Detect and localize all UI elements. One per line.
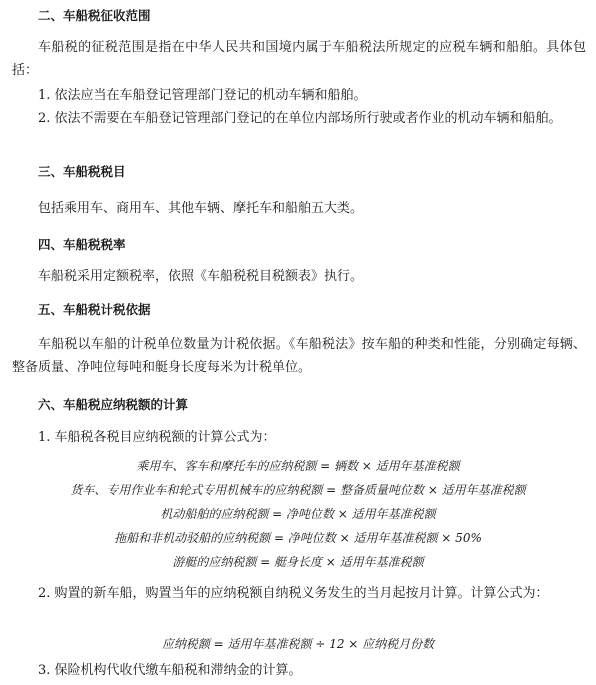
section-heading-basis: 五、车船税计税依据	[38, 302, 151, 317]
calculation-point-3: 3. 保险机构代收代缴车船税和滞纳金的计算。	[38, 663, 302, 678]
basis-paragraph: 车船税以车船的计税单位数量为计税依据。《车船税法》按车船的种类和性能，分别确定每辆、整备质量、净吨位每吨和艇身长度每米为计税单位。	[12, 337, 586, 375]
section-heading-rate: 四、车船税税率	[38, 237, 126, 252]
rate-paragraph: 车船税采用定额税率，依照《车船税税目税额表》执行。	[38, 269, 364, 284]
scope-item-1: 1. 依法应当在车船登记管理部门登记的机动车辆和船舶。	[38, 88, 367, 103]
formula-tugboat: 拖船和非机动驳船的应纳税额 = 净吨位数 × 适用年基准税额 × 50%	[114, 531, 482, 545]
formula-block	[0, 454, 596, 574]
section-heading-scope: 二、车船税征收范围	[38, 8, 151, 23]
calculation-point-2: 2. 购置的新车船，购置当年的应纳税额自纳税义务发生的当月起按月计算。计算公式为：	[38, 586, 549, 601]
formula-passenger: 乘用车、客车和摩托车的应纳税额 = 辆数 × 适用年基准税额	[136, 459, 460, 473]
calculation-point-1: 1. 车船税各税目应纳税额的计算公式为：	[38, 430, 276, 445]
section-heading-items: 三、车船税税目	[38, 164, 126, 179]
formula-monthly: 应纳税额 = 适用年基准税额 ÷ 12 × 应纳税月份数	[161, 637, 435, 651]
formula-yacht: 游艇的应纳税额 = 艇身长度 × 适用年基准税额	[172, 555, 424, 569]
formula-motor-vessel: 机动船舶的应纳税额 = 净吨位数 × 适用年基准税额	[160, 507, 436, 521]
scope-intro-paragraph: 车船税的征税范围是指在中华人民共和国境内属于车船税法所规定的应税车辆和船舶。具体包括：	[12, 40, 586, 78]
formula-truck: 货车、专用作业车和轮式专用机械车的应纳税额 = 整备质量吨位数 × 适用年基准税额	[70, 483, 526, 497]
items-paragraph: 包括乘用车、商用车、其他车辆、摩托车和船舶五大类。	[38, 201, 364, 216]
section-heading-calculation: 六、车船税应纳税额的计算	[38, 397, 189, 412]
scope-item-2: 2. 依法不需要在车船登记管理部门登记的在单位内部场所行驶或者作业的机动车辆和船舶。	[38, 111, 562, 126]
